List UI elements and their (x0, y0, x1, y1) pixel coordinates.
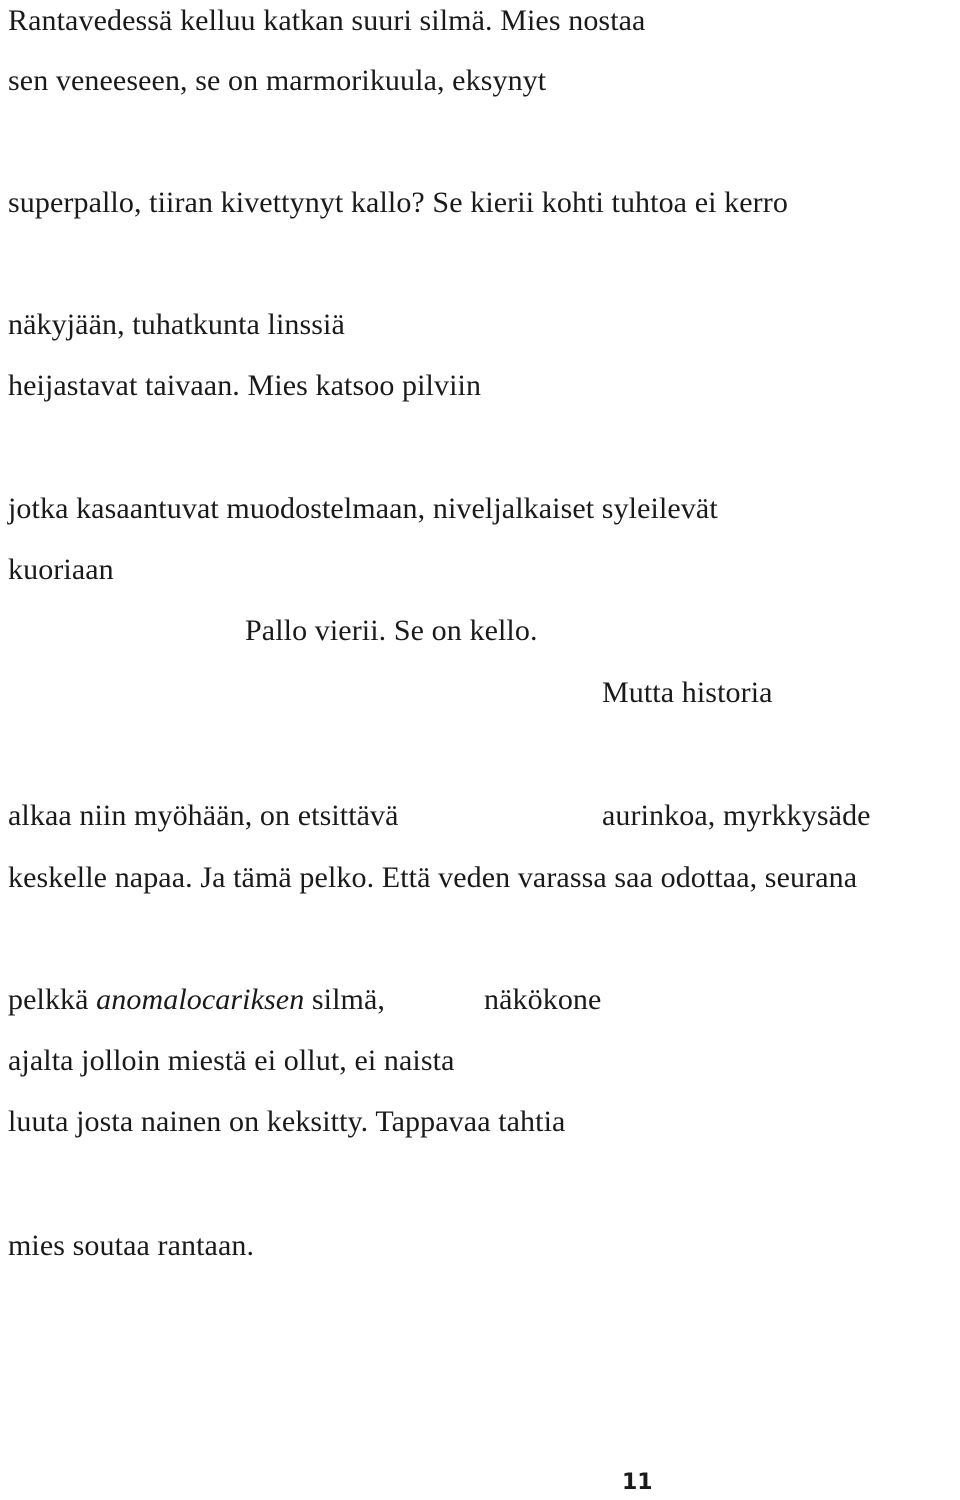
poem-line-7: kuoriaan (8, 553, 114, 586)
poem-line-12 (8, 982, 385, 1018)
poem-line-11: keskelle napaa. Ja tämä pelko. Että veden varassa saa odottaa, seurana (8, 861, 858, 894)
poem-line-8: Pallo vierii. Se on kello. (245, 614, 538, 647)
poem-line-10-right: aurinkoa, myrkkysäde (602, 799, 871, 832)
poem-line-12-before: pelkkä (8, 983, 97, 1016)
poem-line-14: luuta josta nainen on keksitty. Tappavaa tahtia (8, 1105, 566, 1138)
poem-line-3: superpallo, tiiran kivettynyt kallo? Se kierii kohti tuhtoa ei kerro (8, 186, 788, 219)
poem-line-12-right: näkökone (484, 983, 602, 1016)
poem-line-12-italic: anomalocariksen (96, 983, 305, 1016)
poem-line-6: jotka kasaantuvat muodostelmaan, niveljalkaiset syleilevät (8, 492, 718, 525)
poem-line-10: alkaa niin myöhään, on etsittävä (8, 799, 399, 832)
poem-line-9: Mutta historia (602, 676, 773, 709)
page-number: 11 (622, 1470, 653, 1495)
poem-line-5: heijastavat taivaan. Mies katsoo pilviin (8, 369, 482, 402)
poem-line-15: mies soutaa rantaan. (8, 1229, 255, 1262)
poem-line-12-after: silmä, (304, 983, 386, 1016)
poem-line-13: ajalta jolloin miestä ei ollut, ei naista (8, 1044, 455, 1077)
poem-line-1: Rantavedessä kelluu katkan suuri silmä. Mies nostaa (8, 4, 646, 37)
poem-line-4: näkyjään, tuhatkunta linssiä (8, 308, 345, 341)
poem-line-2: sen veneeseen, se on marmorikuula, eksynyt (8, 64, 547, 97)
